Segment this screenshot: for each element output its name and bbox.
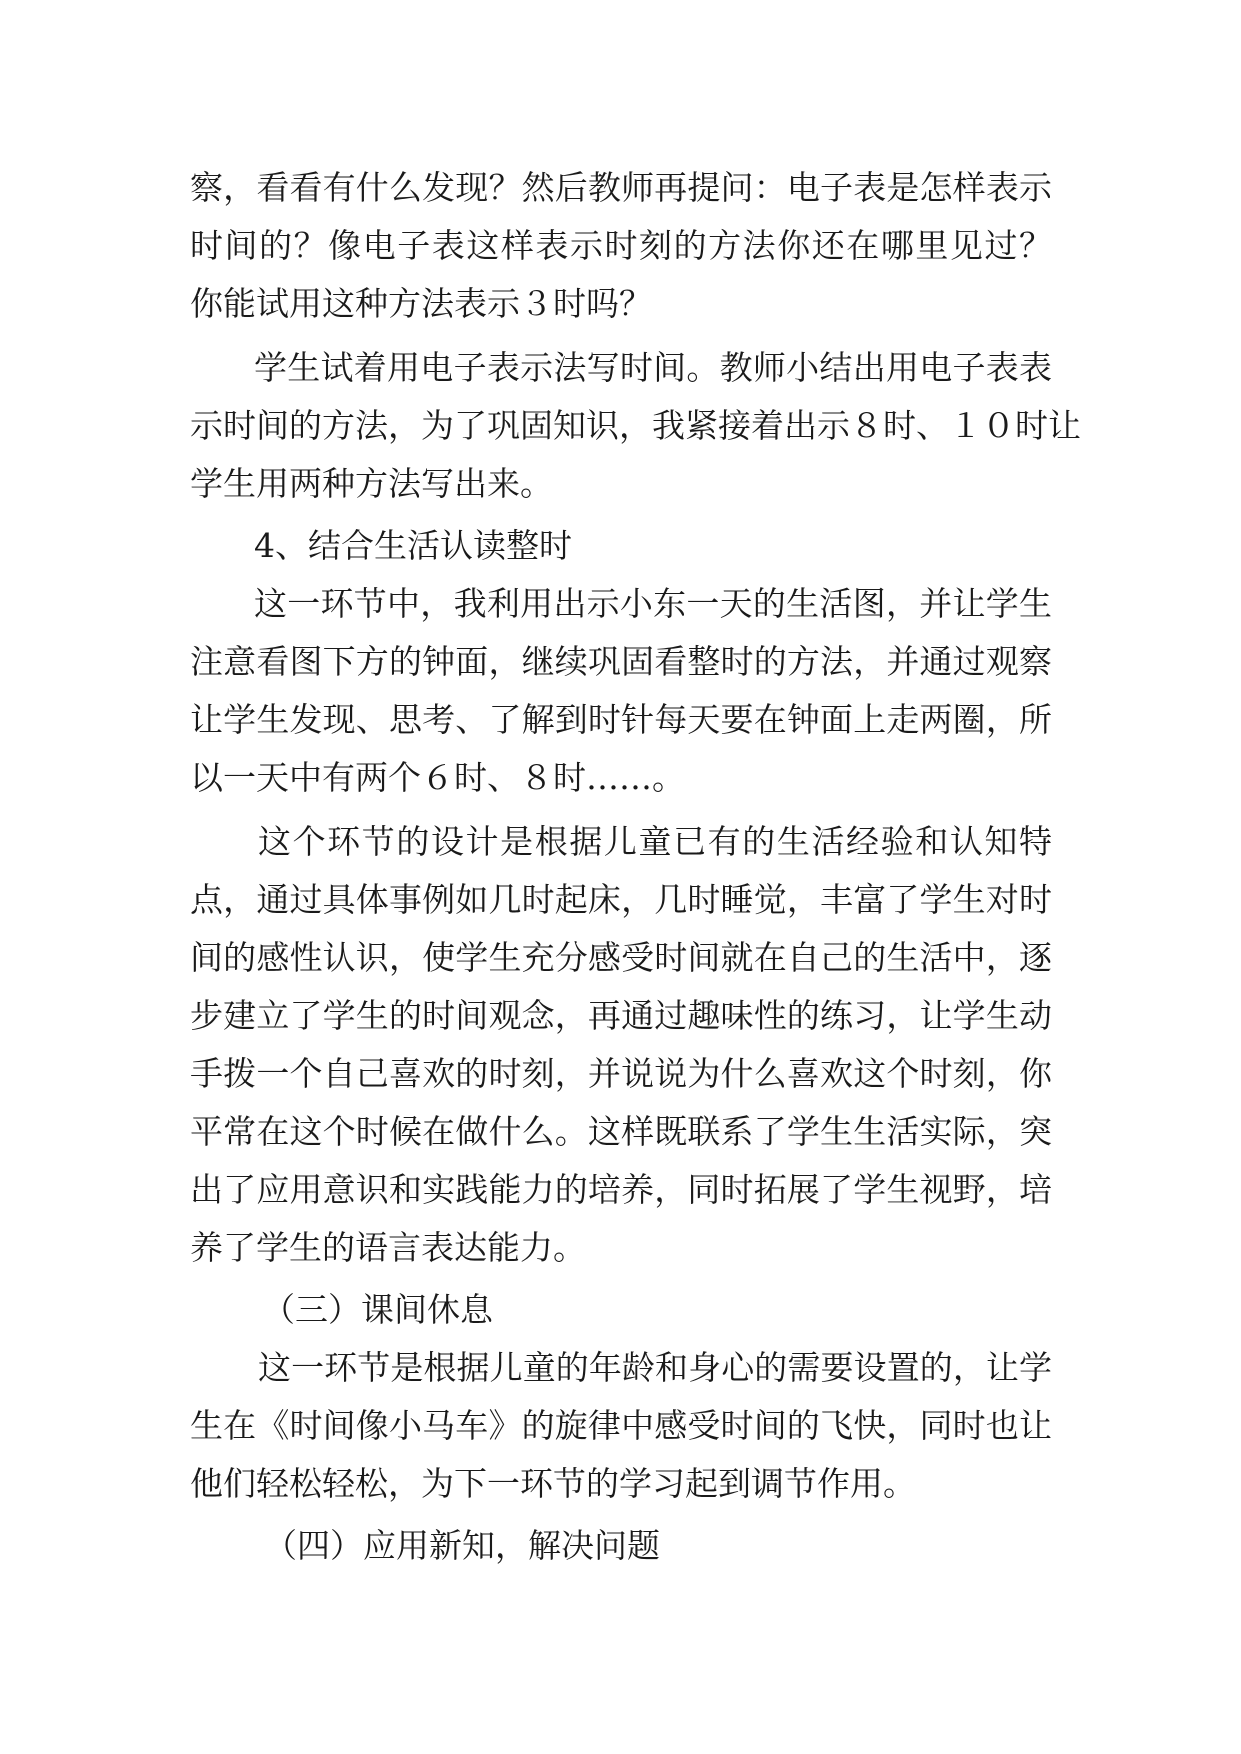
section-heading: （四）应用新知，解决问题 bbox=[264, 1526, 660, 1565]
paragraph-line: 他们轻松轻松，为下一环节的学习起到调节作用。 bbox=[190, 1464, 916, 1503]
paragraph-line: 间的感性认识，使学生充分感受时间就在自己的生活中，逐 bbox=[190, 938, 1052, 977]
paragraph-line: 步建立了学生的时间观念，再通过趣味性的练习，让学生动 bbox=[190, 996, 1052, 1035]
paragraph-line: 你能试用这种方法表示３时吗？ bbox=[190, 284, 652, 323]
paragraph-line: 注意看图下方的钟面，继续巩固看整时的方法，并通过观察 bbox=[190, 642, 1052, 681]
paragraph-line: 出了应用意识和实践能力的培养，同时拓展了学生视野，培 bbox=[190, 1170, 1052, 1209]
paragraph-line: 以一天中有两个６时、８时……。 bbox=[190, 758, 685, 797]
paragraph-line: 生在《时间像小马车》的旋律中感受时间的飞快，同时也让 bbox=[190, 1406, 1052, 1445]
paragraph-line: 学生试着用电子表示法写时间。教师小结出用电子表表 bbox=[254, 348, 1052, 387]
paragraph-line: 这一环节是根据儿童的年龄和身心的需要设置的，让学 bbox=[258, 1348, 1052, 1387]
paragraph-line: 让学生发现、思考、了解到时针每天要在钟面上走两圈，所 bbox=[190, 700, 1052, 739]
paragraph-line: 平常在这个时候在做什么。这样既联系了学生生活实际，突 bbox=[190, 1112, 1052, 1151]
paragraph-line: 示时间的方法，为了巩固知识，我紧接着出示８时、１０时让 bbox=[190, 406, 1081, 445]
section-heading: （三）课间休息 bbox=[262, 1290, 493, 1329]
paragraph-line: 这个环节的设计是根据儿童已有的生活经验和认知特 bbox=[258, 822, 1052, 861]
section-heading: 4、结合生活认读整时 bbox=[254, 526, 572, 565]
document-page bbox=[190, 0, 1081, 1754]
paragraph-line: 察，看看有什么发现？然后教师再提问：电子表是怎样表示 bbox=[190, 168, 1052, 207]
paragraph-line: 时间的？像电子表这样表示时刻的方法你还在哪里见过？ bbox=[190, 226, 1052, 265]
paragraph-line: 学生用两种方法写出来。 bbox=[190, 464, 553, 503]
paragraph-line: 点，通过具体事例如几时起床，几时睡觉，丰富了学生对时 bbox=[190, 880, 1052, 919]
paragraph-line: 手拨一个自己喜欢的时刻，并说说为什么喜欢这个时刻，你 bbox=[190, 1054, 1052, 1093]
paragraph-line: 这一环节中，我利用出示小东一天的生活图，并让学生 bbox=[254, 584, 1052, 623]
paragraph-line: 养了学生的语言表达能力。 bbox=[190, 1228, 586, 1267]
